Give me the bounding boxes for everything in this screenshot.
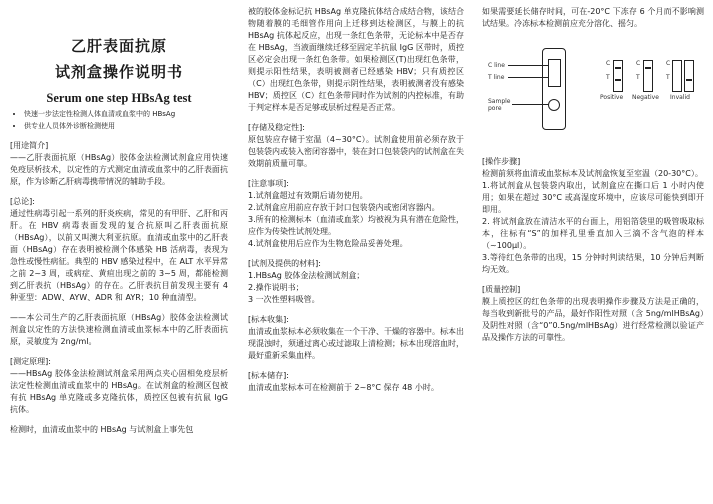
positive-strip [613, 60, 623, 92]
invalid-strip-1 [672, 60, 682, 92]
test-cassette [542, 48, 566, 130]
section-text: 检测时，血清或血浆中的 HBsAg 与试剂盒上事先包 [10, 425, 194, 434]
column-middle [248, 6, 464, 500]
sample-pore-label: Sample pore [488, 98, 511, 112]
result-window [548, 59, 561, 87]
strip-c-label: C [636, 60, 641, 67]
invalid-strip-2 [684, 60, 694, 92]
strip-t-label: T [606, 74, 610, 81]
section-heading: [标本收集]: [248, 315, 289, 324]
column-right-body [482, 156, 704, 344]
section-text: 被的胶体金标记抗 HBsAg 单克隆抗体结合成结合物，该结合物随着膜的毛细管作用向上迁移到达检测区，与膜上的抗 HBsAg 抗体起反应，出现一条红色条带，无论标本中是否存在 HBsAg，当液面继续迁移至固定羊抗鼠 IgG 区带时，质控区必定会出现一条红色条带。如果检测区(T)出现红色条带，则提示阳性结果，表明被测者已经感染 HBV；只有质控区（C）出现红色条带，则提示阴性结果，表明被测者没有感染 HBV；质控区（C）红色条带同时作为试剂的内控标准，有助于判定样本是否足够或层析过程是否正常。 [248, 7, 464, 112]
section-text: 原包装应存储于室温（4~30°C）。试剂盒使用前必须存放于包装袋内或装入密闭容器中，装在封口包装袋内的试剂盒在失效期前质量可靠。 [248, 135, 464, 168]
c-band [645, 67, 651, 69]
t-band [615, 79, 621, 81]
section-text: ——HBsAg 胶体金法检测试剂盒采用两点夹心固相免疫层析法定性检测血清或血浆中的 HBsAg。在试剂盒的检测区包被有抗 HBsAg 单克隆或多克隆抗体，质控区包被有抗鼠 IgG 抗体。 [10, 369, 228, 414]
section-text: 膜上质控区的红色条带的出现表明操作步骤及方法是正确的，每当收到新批号的产品，最好作阳性对照（含 5ng/mlHBsAg）及阴性对照（含“0”0.5ng/mlHBsAg）进行经常检测以验证产品及操作方法的可靠性。 [482, 297, 704, 342]
strip-t-label: T [636, 74, 640, 81]
column-right [482, 6, 704, 500]
sample-well [548, 99, 560, 111]
section-heading: [测定原理]: [10, 357, 51, 366]
feature-bullets [10, 108, 228, 132]
section-text: 血清或血浆标本必须收集在一个干净、干燥的容器中。标本出现混浊时，须通过离心或过滤取上清检测；标本出现溶血时，最好重新采集血样。 [248, 327, 464, 360]
test-cassette-diagram [482, 48, 704, 148]
section-text: 1.试剂盒超过有效期后请勿使用。 2.试剂盒应用前应存放于封口包装袋内或密闭容器内。 3.所有的检测标本（血清或血浆）均被视为具有潜在危险性，应作为传染性试剂处理。 4.试剂盒使用后应作为生物危险品妥善处理。 [248, 191, 464, 248]
t-band [686, 79, 692, 81]
c-band [615, 67, 621, 69]
section-heading: [标本储存]: [248, 371, 289, 380]
negative-strip [643, 60, 653, 92]
column-middle-body [248, 6, 464, 394]
bullet-item: • 供专业人员体外诊断检测使用 [24, 120, 228, 132]
t-line-label: T line [488, 74, 505, 81]
doc-title: 乙肝表面抗原 [70, 37, 167, 55]
column-left-body [10, 140, 228, 436]
section-text: ——本公司生产的乙肝表面抗原（HBsAg）胶体金法检测试剂盒以定性的方法快速检测血清或血浆标本中的乙肝表面抗原，灵敏度为 2ng/ml。 [10, 313, 228, 346]
section-text: 通过性病毒引起一系列的肝炎疾病，常见的有甲肝、乙肝和丙肝。在 HBV 病毒表面发现的复合抗原叫乙肝表面抗原（HBsAg），以前又叫澳大利亚抗原。血清或血浆中的乙肝表面（HBsAg）存在表明被检测个体感染 HB 活病毒，表现为急性或慢性病征。典型的 HBV 感染过程中，在 ALT 水平异常之前 2~3 周，或病症、黄疸出现之前的 3~5 周，都能检测到乙肝表抗（HBsAg）的存在。乙肝表抗目前发现主要有 4 种亚型：ADW、AYW、ADR 和 AYR；10 种血清型。 [10, 209, 228, 302]
c-line-label: C line [488, 62, 505, 69]
section-heading: [注意事项]: [248, 179, 289, 188]
strip-t-label: T [666, 74, 670, 81]
section-heading: [用途简介] [10, 141, 49, 150]
section-text: 1.HBsAg 胶体金法检测试剂盒； 2.操作说明书； 3 一次性塑料吸管。 [248, 271, 365, 304]
doc-subtitle: 试剂盒操作说明书 [54, 63, 183, 81]
strip-c-label: C [666, 60, 671, 67]
column-left [10, 6, 228, 500]
positive-label: Positive [600, 94, 624, 101]
strip-c-label: C [606, 60, 611, 67]
section-heading: [总论]: [10, 197, 35, 206]
storage-continued-text: 如果需要延长储存时间，可在-20°C 下冻存 6 个月而不影响测试结果。冷冻标本检测前应充分溶化、摇匀。 [482, 7, 704, 28]
section-text: 检测前须将血清或血浆标本及试剂盒恢复至室温（20-30°C）。 1.将试剂盒从包装袋内取出，试剂盒应在撕口后 1 小时内使用；如果在超过 30°C 或高湿度环境中，应该尽可能快到即开即用。 2. 将试剂盒放在清洁水平的台面上，用铝箔袋里的吸管吸取标本，往标有“S”的加样孔里垂直加入三滴不含气泡的样本（~100μl）。 3.等待红色条带的出现，15 分钟时判读结果，10 分钟后判断均无效。 [482, 169, 704, 274]
bullet-item: • 快速一步法定性检测人体血清或血浆中的 HBsAg [24, 108, 228, 120]
section-heading: [操作步骤] [482, 157, 521, 166]
section-text: 血清或血浆标本可在检测前于 2~8°C 保存 48 小时。 [248, 383, 439, 392]
negative-label: Negative [632, 94, 659, 101]
section-heading: [试剂及提供的材料]: [248, 259, 321, 268]
section-heading: [质量控制] [482, 285, 521, 294]
doc-english-title: Serum one step HBsAg test [46, 91, 192, 105]
invalid-label: Invalid [670, 94, 690, 101]
section-text: ——乙肝表面抗原（HBsAg）胶体金法检测试剂盒应用快速免疫层析技术，以定性的方式测定血清或血浆中的乙肝表面抗原，作为诊断乙肝病毒携带情况的辅助手段。 [10, 153, 228, 186]
section-heading: [存储及稳定性]: [248, 123, 305, 132]
